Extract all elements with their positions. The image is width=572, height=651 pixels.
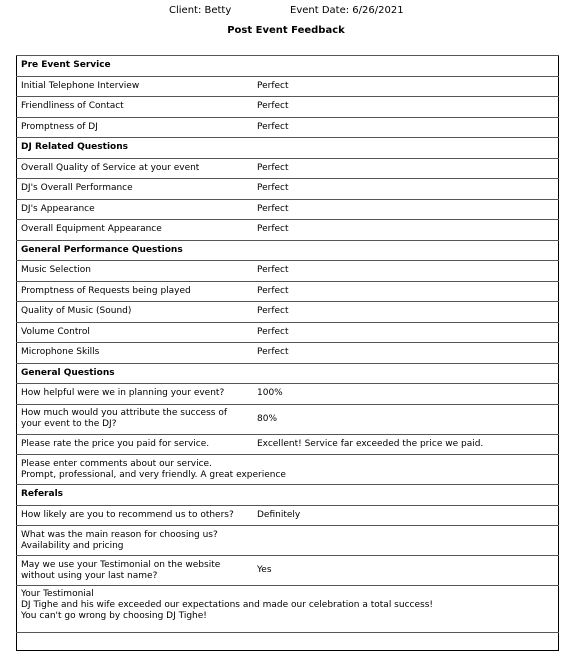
table-row (17, 281, 559, 302)
question-line: How much would you attribute the success of (21, 408, 228, 418)
header (0, 5, 572, 19)
question-cell: How helpful were we in planning your event? (17, 384, 254, 405)
question-cell: Promptness of DJ (17, 117, 254, 138)
answer-cell: Perfect (253, 97, 559, 118)
question-cell: DJ's Appearance (17, 199, 254, 220)
table-row (17, 404, 559, 434)
answer-cell: 100% (253, 384, 559, 405)
answer-cell: Perfect (253, 179, 559, 200)
table-row (17, 76, 559, 97)
table-row (17, 322, 559, 343)
table-row (17, 158, 559, 179)
answer-line: Prompt, professional, and very friendly. A great experience (21, 469, 286, 480)
answer-line: Availability and pricing (21, 540, 124, 551)
testimonial-line: You can't go wrong by choosing DJ Tighe! (21, 611, 207, 621)
question-cell: Overall Equipment Appearance (17, 220, 254, 241)
question-cell: DJ's Overall Performance (17, 179, 254, 200)
question-cell (17, 404, 254, 434)
empty-cell (17, 633, 559, 651)
feedback-table (16, 55, 559, 651)
question-line: May we use your Testimonial on the website (21, 559, 221, 570)
table-row (17, 302, 559, 323)
section-heading: General Questions (17, 363, 559, 384)
table-row (17, 220, 559, 241)
question-line: What was the main reason for choosing us? (21, 529, 218, 540)
testimonial-label: Your Testimonial (21, 589, 94, 599)
answer-cell: Perfect (253, 343, 559, 364)
answer-cell: Yes (253, 556, 559, 586)
section-heading: Pre Event Service (17, 56, 559, 77)
question-line: your event to the DJ? (21, 419, 117, 429)
question-cell: Overall Quality of Service at your event (17, 158, 254, 179)
answer-cell: Definitely (253, 505, 559, 526)
section-heading: General Performance Questions (17, 240, 559, 261)
question-cell: Music Selection (17, 261, 254, 282)
table-row (17, 343, 559, 364)
answer-cell: Perfect (253, 117, 559, 138)
table-row (17, 179, 559, 200)
section-heading: DJ Related Questions (17, 138, 559, 159)
question-cell: Microphone Skills (17, 343, 254, 364)
comment-cell (17, 455, 559, 485)
table-row (17, 261, 559, 282)
table-row (17, 586, 559, 633)
table-row (17, 505, 559, 526)
question-line: without using your last name? (21, 570, 158, 581)
answer-cell: Perfect (253, 199, 559, 220)
table-row (17, 633, 559, 651)
table-row (17, 434, 559, 455)
answer-cell: Perfect (253, 261, 559, 282)
event-date: Event Date: 6/26/2021 (290, 5, 404, 16)
question-line: Please enter comments about our service. (21, 458, 212, 469)
question-cell: Promptness of Requests being played (17, 281, 254, 302)
section-heading-general-performance (17, 240, 559, 261)
answer-cell: Perfect (253, 302, 559, 323)
section-heading-general (17, 363, 559, 384)
testimonial-line: DJ Tighe and his wife exceeded our expectations and made our celebration a total success! (21, 600, 433, 610)
question-cell: How likely are you to recommend us to others? (17, 505, 254, 526)
question-cell: Please rate the price you paid for service. (17, 434, 254, 455)
section-heading-dj-related (17, 138, 559, 159)
answer-cell: Perfect (253, 281, 559, 302)
table-row (17, 117, 559, 138)
question-cell (17, 556, 254, 586)
answer-cell: 80% (253, 404, 559, 434)
question-cell: Friendliness of Contact (17, 97, 254, 118)
section-heading: Referals (17, 485, 559, 506)
answer-cell: Perfect (253, 158, 559, 179)
table-row (17, 97, 559, 118)
table-row (17, 526, 559, 556)
comment-cell (17, 526, 559, 556)
table-row (17, 384, 559, 405)
answer-cell: Perfect (253, 220, 559, 241)
question-cell: Volume Control (17, 322, 254, 343)
page-title: Post Event Feedback (227, 25, 345, 36)
answer-cell: Perfect (253, 76, 559, 97)
question-cell: Initial Telephone Interview (17, 76, 254, 97)
table-row (17, 556, 559, 586)
answer-cell: Excellent! Service far exceeded the price we paid. (253, 434, 559, 455)
table-row (17, 455, 559, 485)
section-heading-referals (17, 485, 559, 506)
testimonial-cell (17, 586, 559, 633)
question-cell: Quality of Music (Sound) (17, 302, 254, 323)
table-row (17, 199, 559, 220)
answer-cell: Perfect (253, 322, 559, 343)
section-heading-pre-event (17, 56, 559, 77)
client-name: Client: Betty (169, 5, 232, 16)
